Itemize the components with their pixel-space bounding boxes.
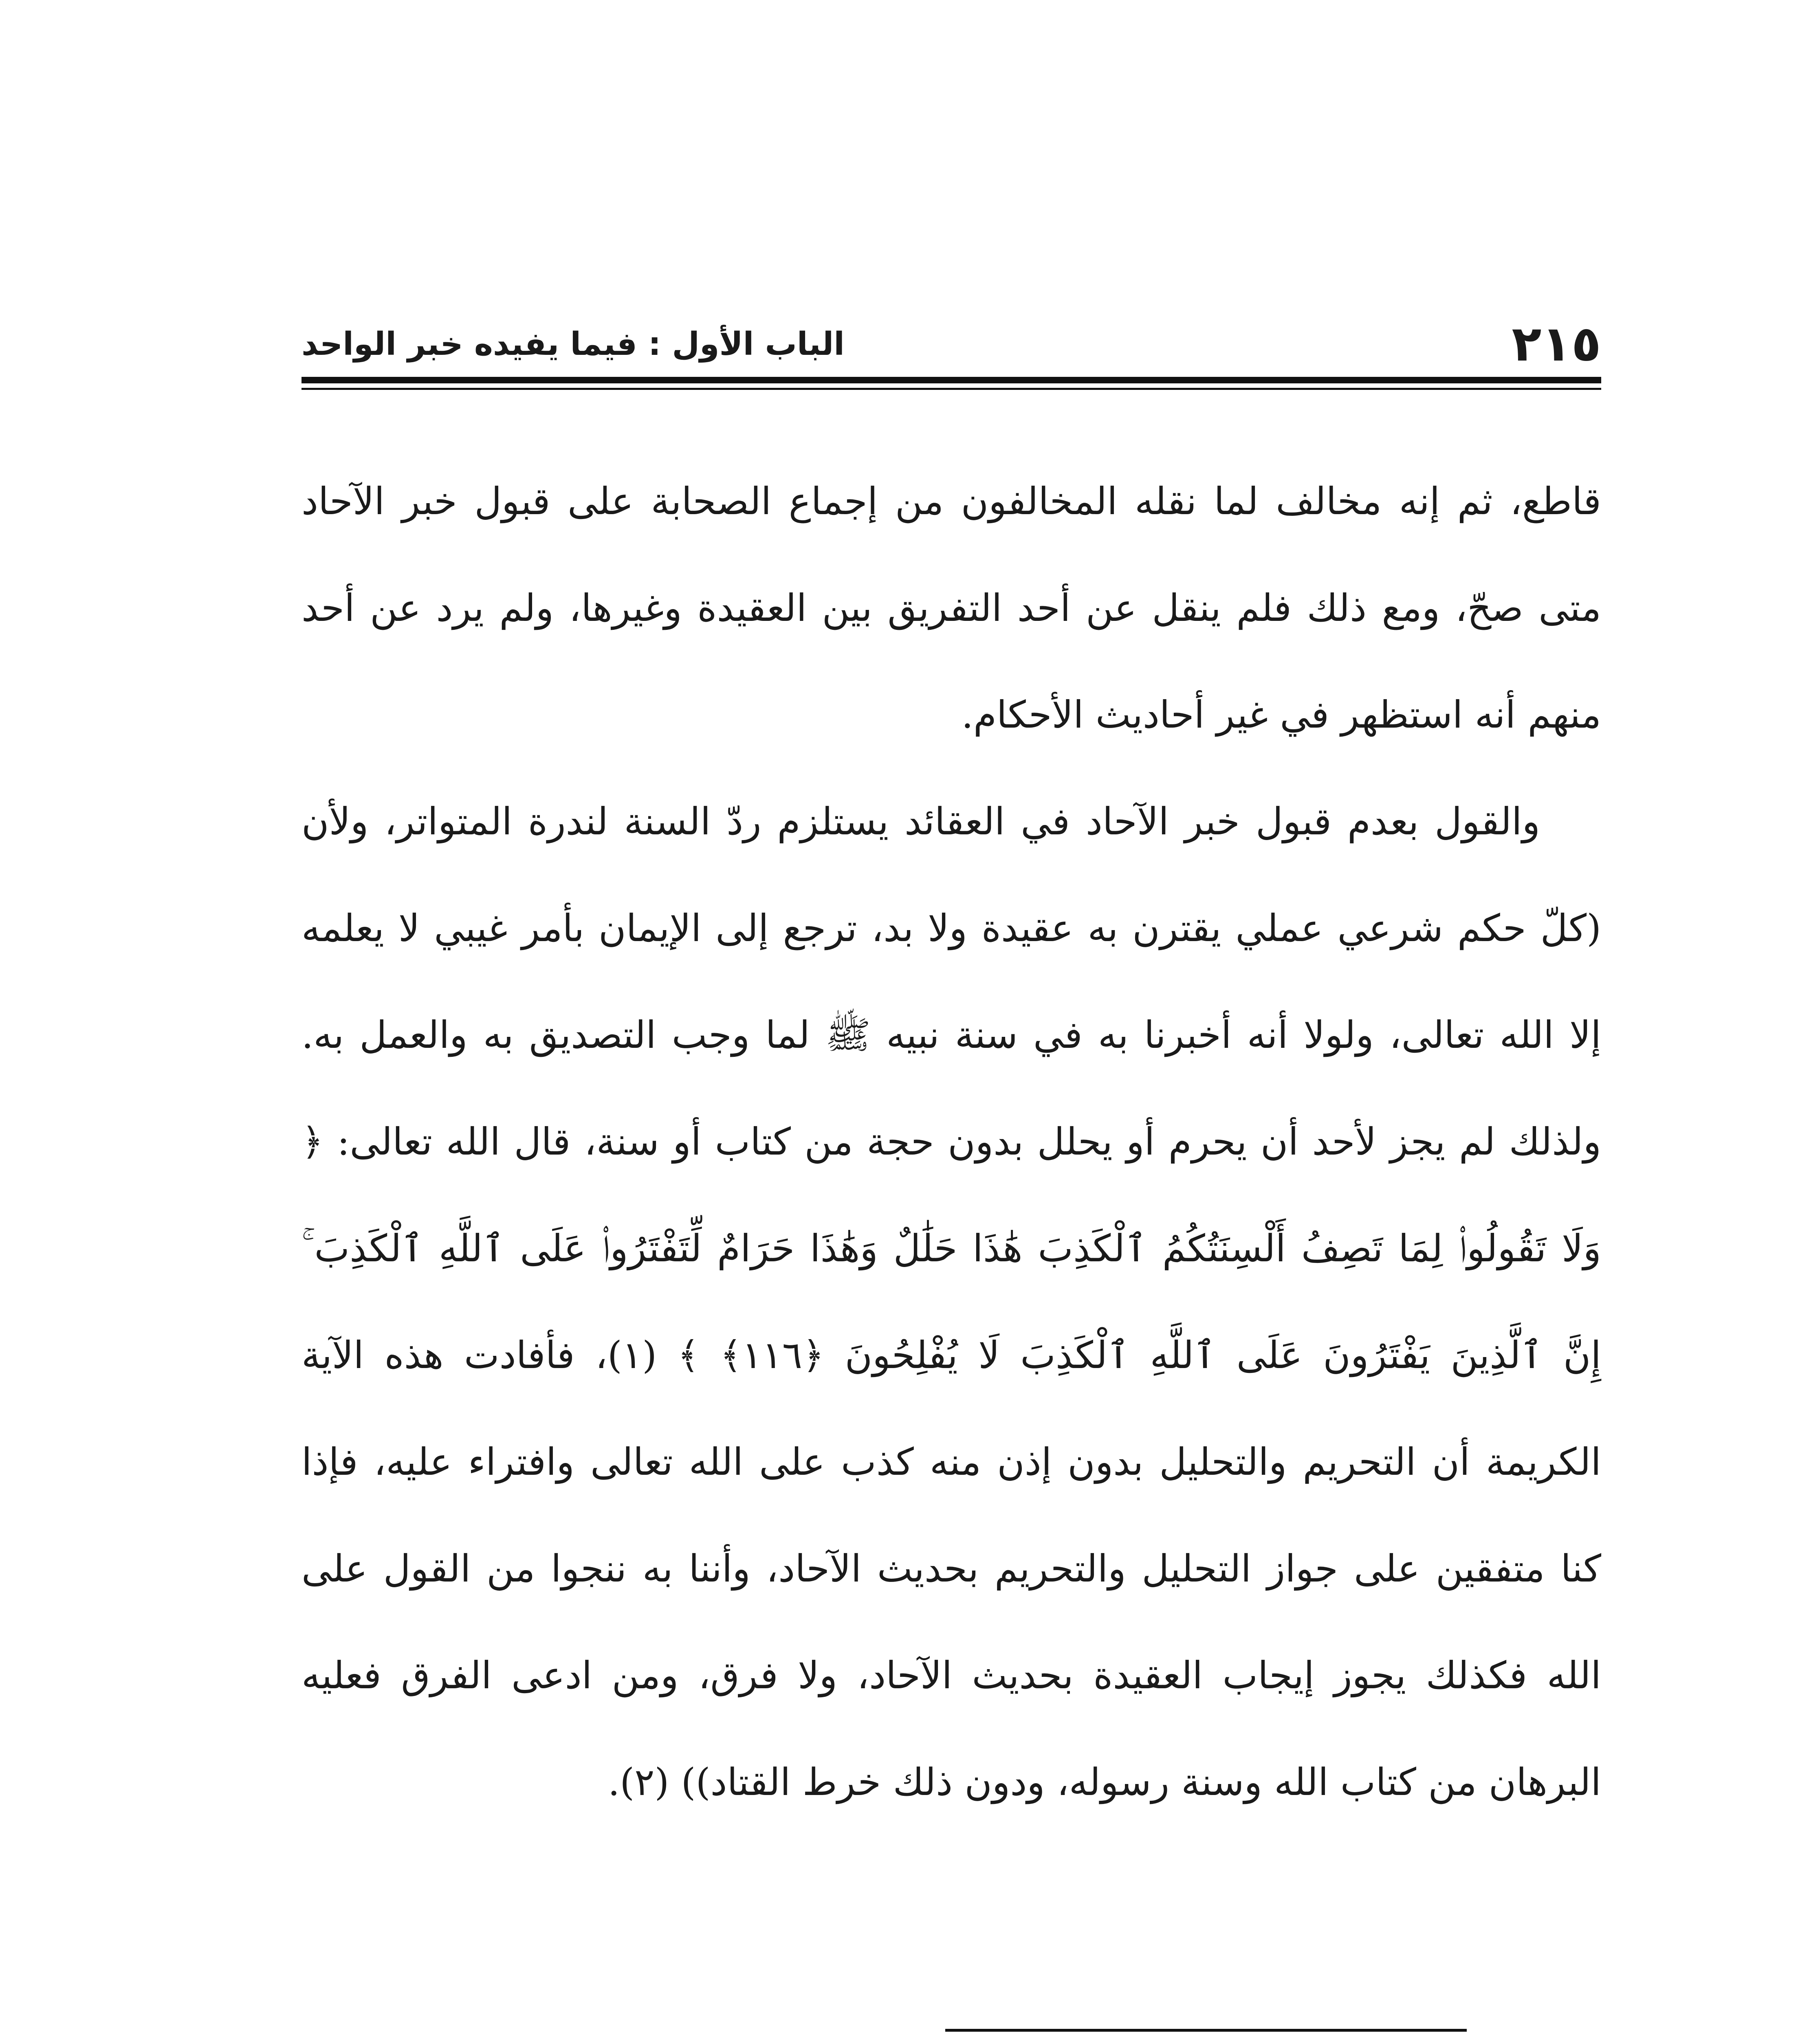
header-rule-thick [301, 377, 1601, 383]
body-paragraph-1: قاطع، ثم إنه مخالف لما نقله المخالفون من إجماع الصحابة على قبول خبر الآحاد متى صحّ، ومع ذلك فلم ينقل عن أحد التفريق بين العقيدة وغيرها، ولم يرد عن أحد منهم أنه استظهر في غير أحاديث الأحكام. [301, 480, 1601, 737]
body-paragraph-2: والقول بعدم قبول خبر الآحاد في العقائد يستلزم ردّ السنة لندرة المتواتر، ولأن (كلّ حكم شرعي عملي يقترن به عقيدة ولا بد، ترجع إلى الإيمان بأمر غيبي لا يعلمه إلا الله تعالى، ولولا أنه أخبرنا به في سنة نبيه ﷺ لما وجب التصديق به والعمل به. ولذلك لم يجز لأحد أن يحرم أو يحلل بدون حجة من كتاب أو سنة، قال الله تعالى: ﴿ وَلَا تَقُولُوا۟ لِمَا تَصِفُ أَلْسِنَتُكُمُ ٱلْكَذِبَ هَٰذَا حَلَٰلٌ وَهَٰذَا حَرَامٌ لِّتَفْتَرُوا۟ عَلَى ٱللَّهِ ٱلْكَذِبَ ۚ إِنَّ ٱلَّذِينَ يَفْتَرُونَ عَلَى ٱللَّهِ ٱلْكَذِبَ لَا يُفْلِحُونَ ﴿١١٦﴾ ﴾ (١)، فأفادت هذه الآية الكريمة أن التحريم والتحليل بدون إذن منه كذب على الله تعالى وافتراء عليه، فإذا كنا متفقين على جواز التحليل والتحريم بحديث الآحاد، وأننا به ننجوا من القول على الله فكذلك يجوز إيجاب العقيدة بحديث الآحاد، ولا فرق، ومن ادعى الفرق فعليه البرهان من كتاب الله وسنة رسوله، ودون ذلك خرط القتاد)) (٢). [301, 800, 1601, 1804]
page-number: ٢١٥ [1512, 316, 1601, 372]
body-text [301, 448, 1601, 1836]
running-title: الباب الأول : فيما يفيده خبر الواحد [301, 326, 845, 363]
footnote-separator [945, 2029, 1467, 2032]
running-header [301, 314, 1601, 375]
header-rule-thin [301, 388, 1601, 390]
